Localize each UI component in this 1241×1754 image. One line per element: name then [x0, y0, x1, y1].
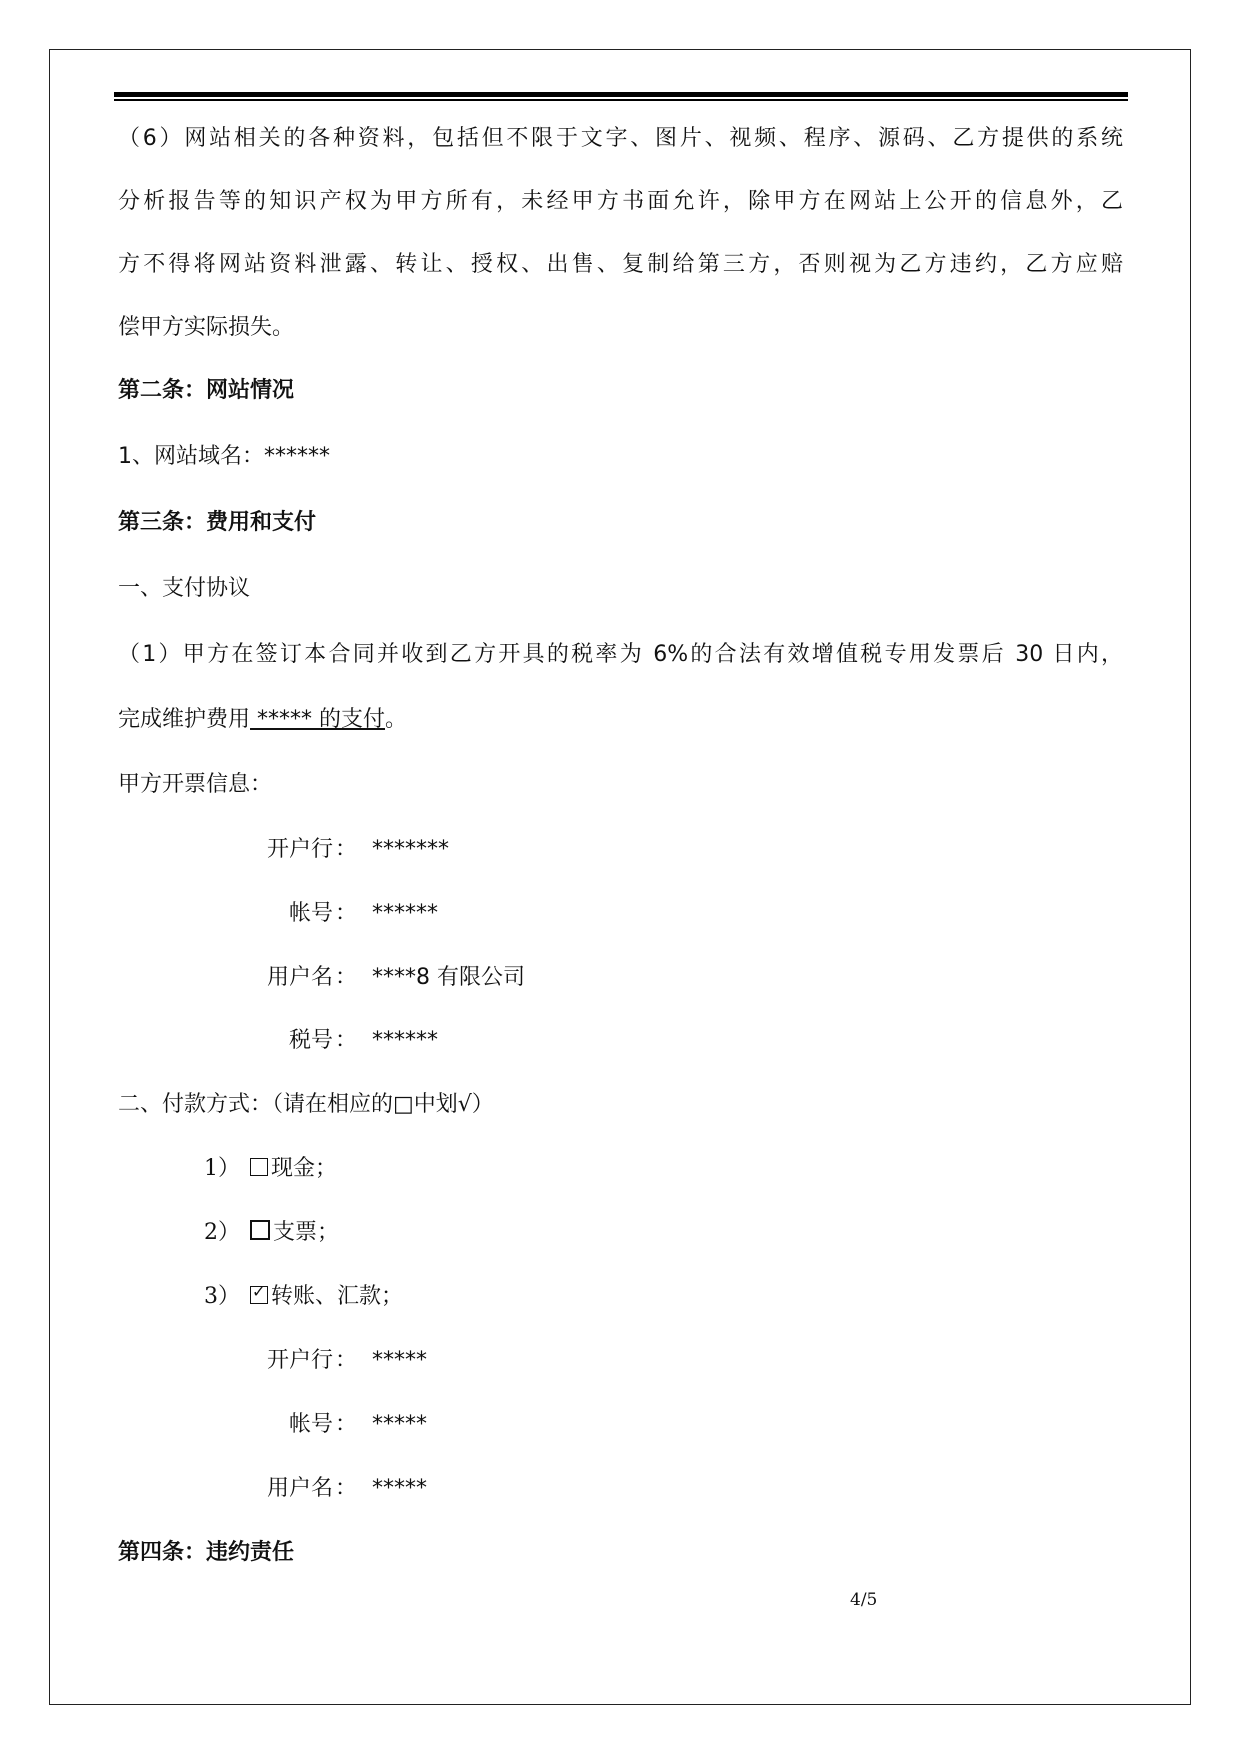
section-title: 一、支付协议 [118, 576, 251, 601]
invoice-title: 甲方开票信息： [118, 772, 273, 797]
article-heading: 第四条：违约责任 [118, 1540, 295, 1565]
invoice-value: ******* [372, 837, 449, 862]
checkbox-icon[interactable] [250, 1220, 270, 1240]
bank-value: ***** [372, 1412, 427, 1437]
bank-label: 开户行 [266, 1348, 333, 1373]
method-label: 支票； [273, 1220, 340, 1245]
method-label: 转账、汇款； [271, 1284, 404, 1309]
page-number: 4/5 [850, 1590, 878, 1610]
header-rule-thick [114, 92, 1128, 97]
paragraph-line: 偿甲方实际损失。 [118, 315, 295, 340]
domain-line: 1、网站域名：****** [118, 444, 330, 469]
section-title: 二、付款方式：（请在相应的□中划√） [118, 1092, 494, 1117]
payment-suffix: 。 [385, 707, 408, 732]
paragraph-line: （6）网站相关的各种资料，包括但不限于文字、图片、视频、程序、源码、乙方提供的系统 [118, 126, 1123, 151]
method-label: 现金； [271, 1156, 338, 1181]
invoice-value: ****** [372, 1028, 438, 1053]
payment-prefix: 完成维护费用 [118, 707, 251, 732]
paragraph-line: （1）甲方在签订本合同并收到乙方开具的税率为 6%的合法有效增值税专用发票后 30 日内， [118, 642, 1123, 667]
colon: ： [335, 1348, 358, 1373]
colon: ： [335, 1028, 358, 1053]
colon: ： [335, 901, 358, 926]
method-number: 1） [204, 1156, 240, 1181]
paragraph-line: 分析报告等的知识产权为甲方所有，未经甲方书面允许，除甲方在网站上公开的信息外，乙 [118, 189, 1123, 214]
colon: ： [335, 1412, 358, 1437]
payment-amount: ***** 的支付 [250, 707, 386, 732]
method-option [250, 1219, 339, 1247]
header-rule-thin [114, 99, 1128, 101]
checked-checkbox-icon[interactable] [250, 1286, 268, 1304]
method-option [250, 1283, 403, 1311]
payment-line [118, 706, 407, 734]
method-option [250, 1155, 337, 1183]
article-heading: 第二条：网站情况 [118, 378, 295, 403]
checkbox-icon[interactable] [250, 1158, 268, 1176]
colon: ： [335, 1476, 358, 1501]
bank-value: ***** [372, 1476, 427, 1501]
invoice-value: ****8 有限公司 [372, 965, 525, 990]
invoice-label: 开户行 [266, 837, 333, 862]
bank-value: ***** [372, 1348, 427, 1373]
method-number: 2） [204, 1220, 240, 1245]
article-heading: 第三条：费用和支付 [118, 510, 317, 535]
bank-label: 用户名 [266, 1476, 333, 1501]
method-number: 3） [204, 1284, 240, 1309]
paragraph-line: 方不得将网站资料泄露、转让、授权、出售、复制给第三方，否则视为乙方违约，乙方应赔 [118, 252, 1123, 277]
invoice-value: ****** [372, 901, 438, 926]
colon: ： [335, 965, 358, 990]
invoice-label: 帐号 [288, 901, 333, 926]
colon: ： [335, 837, 358, 862]
bank-label: 帐号 [288, 1412, 333, 1437]
invoice-label: 税号 [288, 1028, 333, 1053]
page-border [49, 49, 1191, 1705]
invoice-label: 用户名 [266, 965, 333, 990]
